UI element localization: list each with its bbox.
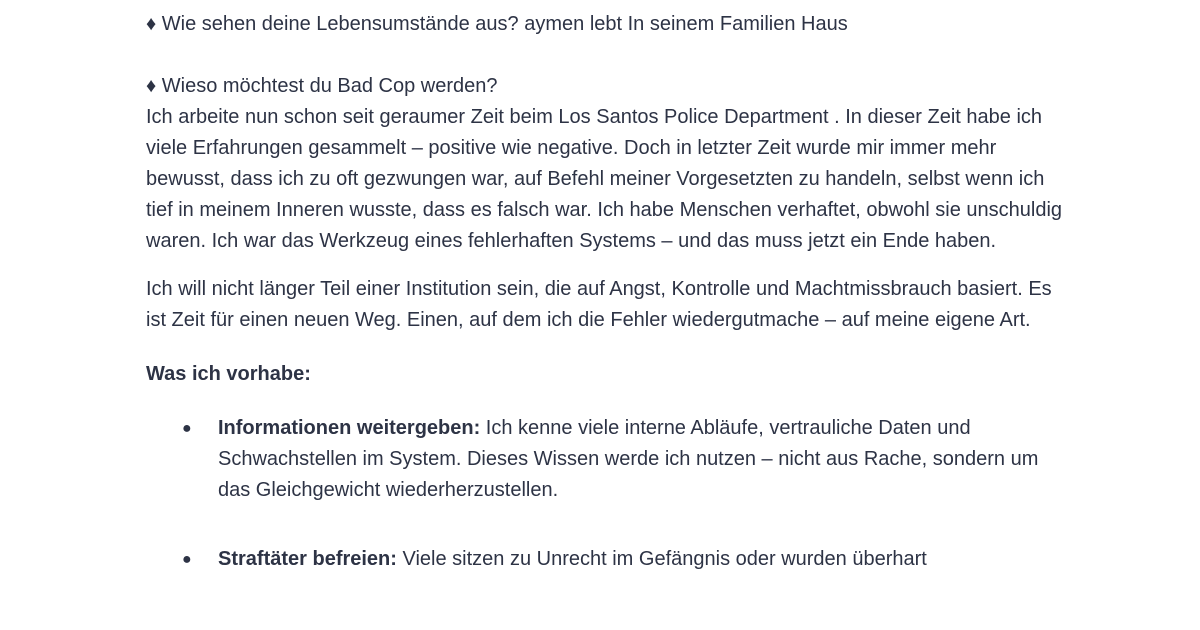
- document-content: [146, 9, 1066, 575]
- question-why-bad-cop: ♦ Wieso möchtest du Bad Cop werden?: [146, 75, 498, 97]
- bullet-icon: ●: [182, 420, 192, 437]
- bullet-icon: ●: [182, 551, 192, 568]
- plan-heading: Was ich vorhabe:: [146, 363, 311, 385]
- list-item-text: Ich kenne viele interne Abläufe, vertrauliche Daten und Schwachstellen im System. Dieses Wissen werde ich nutzen – nicht aus Rache, sondern um das Gleichgewicht wiederherzustellen.: [218, 417, 1039, 501]
- list-item-title: Straftäter befreien:: [218, 548, 397, 570]
- plan-list: [146, 413, 1066, 575]
- list-item: [146, 413, 1066, 506]
- list-item: [146, 544, 1066, 575]
- list-item-text: Viele sitzen zu Unrecht im Gefängnis oder wurden überhart: [396, 548, 927, 570]
- list-item-title: Informationen weitergeben:: [218, 417, 481, 439]
- answer-paragraph-1: Ich arbeite nun schon seit geraumer Zeit beim Los Santos Police Department . In dieser Zeit habe ich viele Erfahrungen gesammelt – positive wie negative. Doch in letzter Zeit wurde mir immer mehr bewusst, dass ich zu oft gezwungen war, auf Befehl meiner Vorgesetzten zu handeln, selbst wenn ich tief in meinem Inneren wusste, dass es falsch war. Ich habe Menschen verhaftet, obwohl sie unschuldig waren. Ich war das Werkzeug eines fehlerhaften Systems – und das muss jetzt ein Ende haben.: [146, 106, 1063, 252]
- answer-paragraph-2: Ich will nicht länger Teil einer Institution sein, die auf Angst, Kontrolle und Machtmissbrauch basiert. Es ist Zeit für einen neuen Weg. Einen, auf dem ich die Fehler wiedergutmache – auf meine eigene Art.: [146, 278, 1052, 331]
- question-living-situation: ♦ Wie sehen deine Lebensumstände aus? aymen lebt In seinem Familien Haus: [146, 13, 848, 35]
